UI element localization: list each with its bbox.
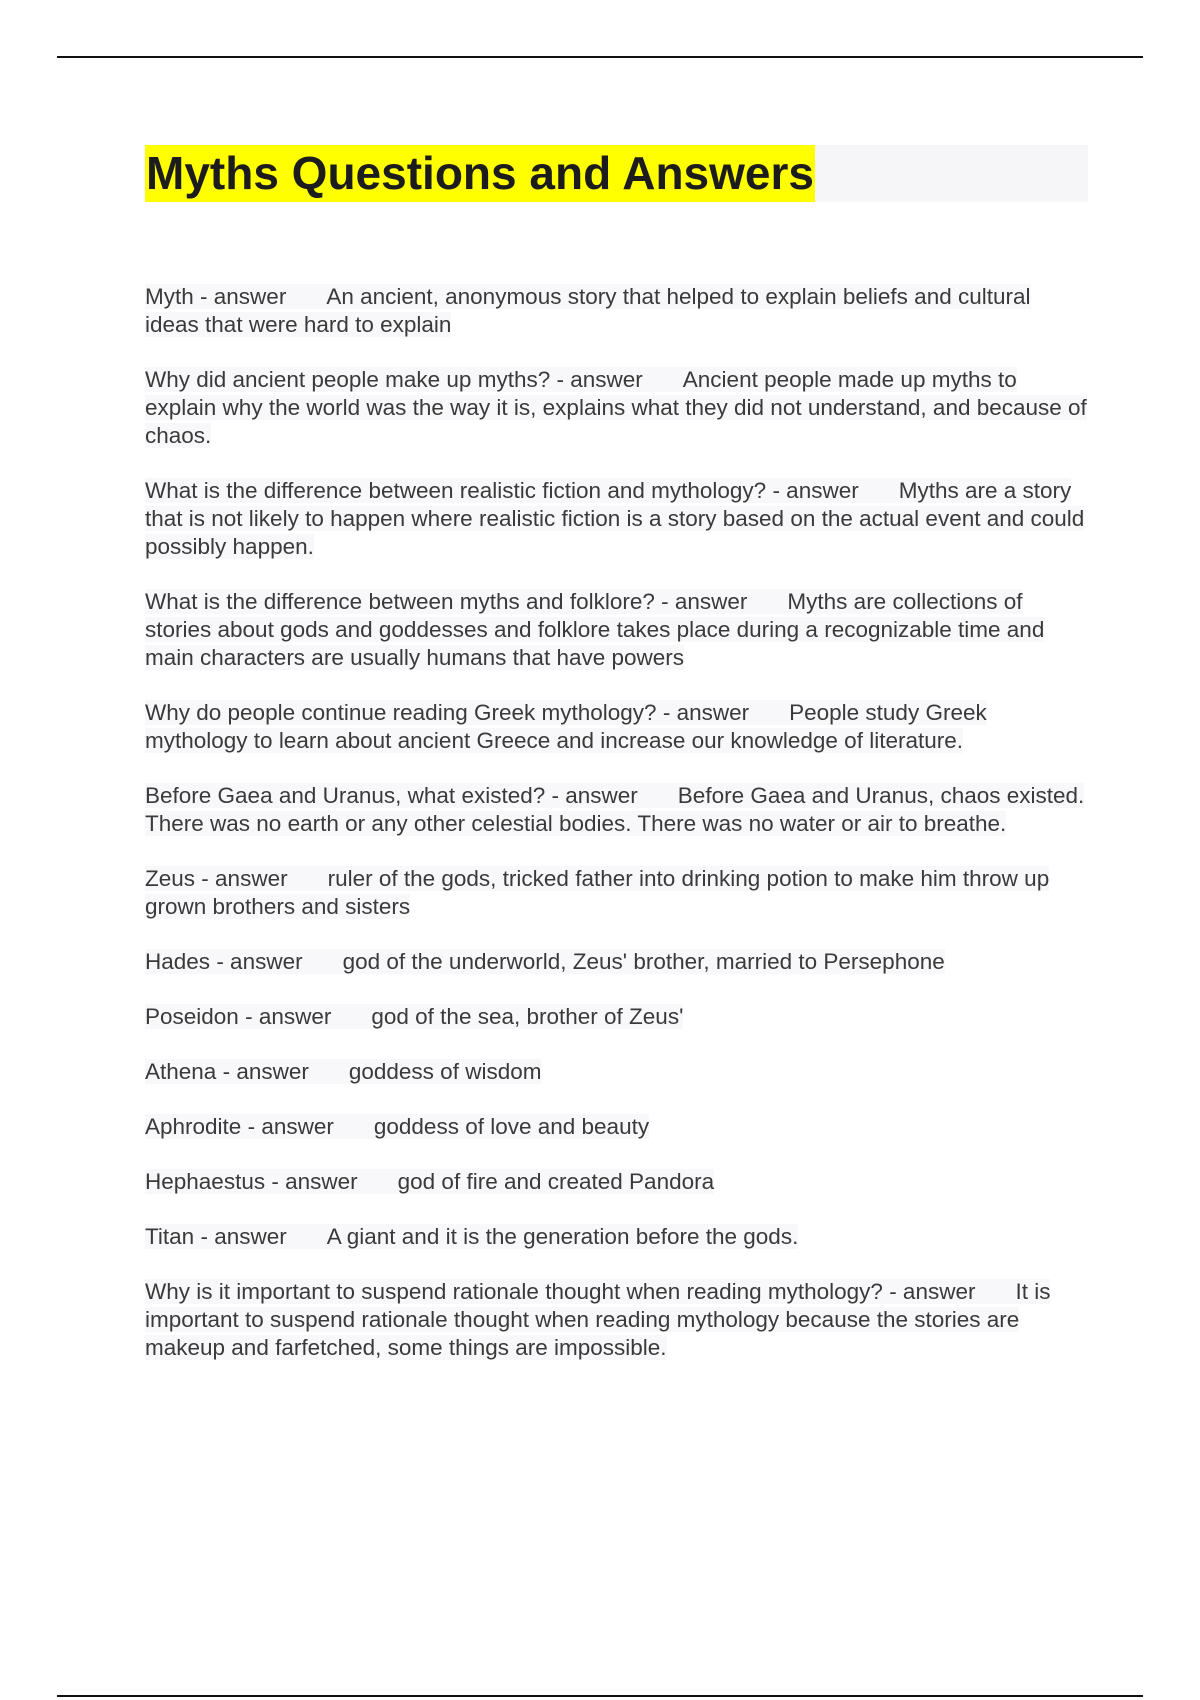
qa-item [145,948,1090,976]
answer-marker: - answer [556,367,643,392]
qa-item [145,865,1090,921]
answer-marker: - answer [200,284,287,309]
qa-term: Why did ancient people make up myths? [145,367,551,392]
qa-line [145,589,1044,670]
qa-term: Titan [145,1224,195,1249]
qa-line [145,284,1031,337]
qa-answer: Myths are a story that is not likely to happen where realistic fiction is a story based on the actual event and could possibly happen. [145,478,1085,559]
document-title: Myths Questions and Answers [145,145,815,202]
qa-item [145,1113,1090,1141]
qa-item [145,782,1090,838]
qa-line [145,367,1087,448]
qa-answer: Myths are collections of stories about gods and goddesses and folklore takes place during a recognizable time and main characters are usually humans that have powers [145,589,1045,670]
answer-marker: - answer [200,1224,287,1249]
qa-term: Zeus [145,866,196,891]
qa-item [145,1168,1090,1196]
qa-item [145,699,1090,755]
answer-marker: - answer [889,1279,976,1304]
qa-term: Before Gaea and Uranus, what existed? [145,783,546,808]
answer-marker: - answer [772,478,859,503]
qa-term: Why is it important to suspend rationale thought when reading mythology? [145,1279,883,1304]
qa-line [145,949,945,974]
qa-answer: Before Gaea and Uranus, chaos existed. There was no earth or any other celestial bodies. There was no water or air to breathe. [145,783,1085,836]
qa-term: Athena [145,1059,217,1084]
answer-marker: - answer [662,700,750,725]
qa-list [145,283,1090,1389]
qa-line [145,1004,683,1029]
qa-term: Hephaestus [145,1169,266,1194]
qa-item [145,283,1090,339]
qa-answer: ruler of the gods, tricked father into drinking potion to make him throw up grown brothers and sisters [145,866,1050,919]
qa-term: What is the difference between realistic fiction and mythology? [145,478,767,503]
qa-line [145,1279,1050,1360]
qa-term: What is the difference between myths and folklore? [145,589,655,614]
answer-marker: - answer [201,866,288,891]
answer-marker: - answer [216,949,303,974]
answer-marker: - answer [247,1114,334,1139]
answer-marker: - answer [245,1004,332,1029]
qa-item [145,1278,1090,1362]
qa-line [145,783,1084,836]
qa-answer: People study Greek mythology to learn about ancient Greece and increase our knowledge of literature. [145,700,987,753]
qa-term: Hades [145,949,211,974]
qa-answer: goddess of wisdom [348,1059,542,1084]
qa-answer: god of the underworld, Zeus' brother, married to Persephone [342,949,945,974]
qa-line [145,1059,541,1084]
qa-term: Why do people continue reading Greek mythology? [145,700,657,725]
qa-answer: god of the sea, brother of Zeus' [371,1004,684,1029]
qa-answer: Ancient people made up myths to explain why the world was the way it is, explains what they did not understand, and because of chaos. [145,367,1087,448]
answer-marker: - answer [271,1169,358,1194]
qa-item [145,588,1090,672]
qa-item [145,366,1090,450]
qa-answer: A giant and it is the generation before the gods. [326,1224,799,1249]
qa-line [145,1114,649,1139]
qa-answer: It is important to suspend rationale thought when reading mythology because the stories are makeup and farfetched, some things are impossible. [145,1279,1051,1360]
qa-line [145,478,1084,559]
qa-line [145,1224,798,1249]
qa-line [145,700,987,753]
qa-item [145,1058,1090,1086]
qa-item [145,477,1090,561]
top-rule [57,56,1143,58]
bottom-rule [57,1695,1143,1697]
qa-answer: god of fire and created Pandora [397,1169,715,1194]
answer-marker: - answer [551,783,638,808]
qa-line [145,1169,714,1194]
qa-answer: goddess of love and beauty [373,1114,650,1139]
qa-line [145,866,1049,919]
answer-marker: - answer [661,589,748,614]
qa-answer: An ancient, anonymous story that helped to explain beliefs and cultural ideas that were hard to explain [145,284,1031,337]
qa-item [145,1223,1090,1251]
qa-item [145,1003,1090,1031]
qa-term: Myth [145,284,194,309]
answer-marker: - answer [222,1059,309,1084]
qa-term: Aphrodite [145,1114,242,1139]
qa-term: Poseidon [145,1004,239,1029]
